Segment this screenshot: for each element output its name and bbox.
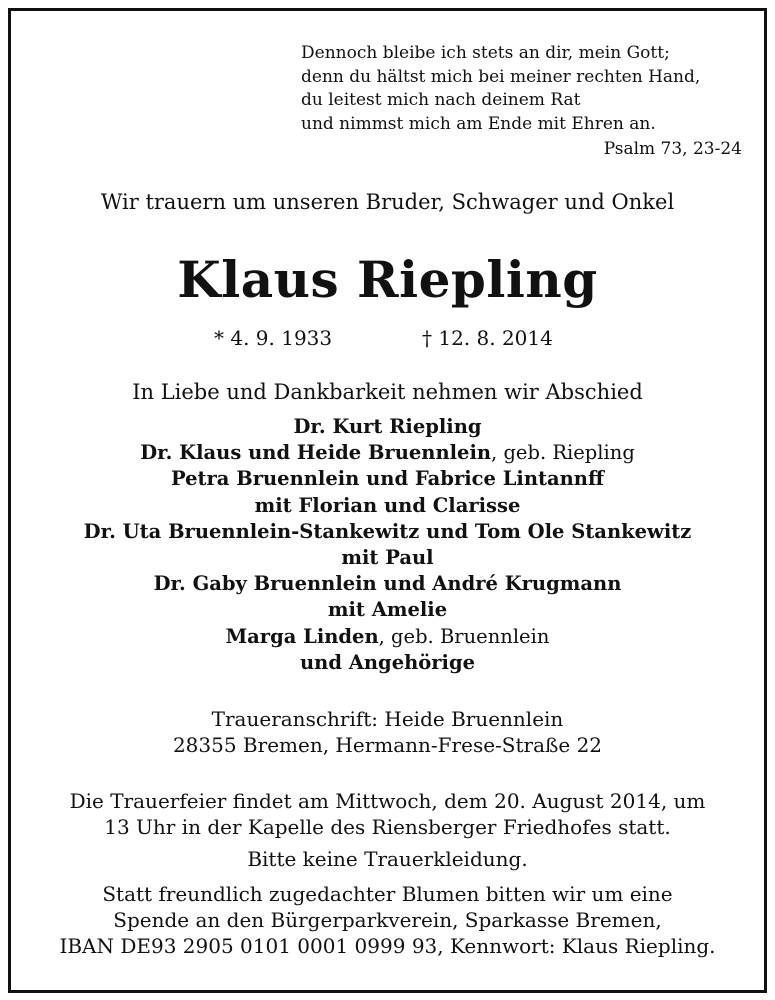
psalm-line: du leitest mich nach deinem Rat bbox=[301, 90, 581, 110]
address-line: Traueranschrift: Heide Bruennlein bbox=[211, 707, 564, 731]
mourners-list bbox=[0, 414, 775, 676]
donation-line: Spende an den Bürgerparkverein, Sparkasse Bremen, bbox=[113, 908, 662, 932]
dress-note: Bitte keine Trauerkleidung. bbox=[247, 847, 528, 871]
intro-text: Wir trauern um unseren Bruder, Schwager und Onkel bbox=[100, 190, 675, 214]
mourner-line: mit Paul bbox=[341, 546, 434, 570]
mourner-line: mit Amelie bbox=[327, 598, 448, 622]
deceased-name: Klaus Riepling bbox=[177, 250, 598, 309]
mourner-line: mit Florian und Clarisse bbox=[254, 493, 521, 517]
donation-line: IBAN DE93 2905 0101 0001 0999 93, Kennwort: Klaus Riepling. bbox=[59, 934, 716, 958]
psalm-line: Dennoch bleibe ich stets an dir, mein Gott; bbox=[301, 43, 670, 63]
psalm-reference: Psalm 73, 23-24 bbox=[603, 139, 742, 159]
farewell-text: In Liebe und Dankbarkeit nehmen wir Abschied bbox=[132, 380, 643, 404]
mourner-line: und Angehörige bbox=[299, 650, 476, 674]
psalm-line: denn du hältst mich bei meiner rechten Hand, bbox=[301, 66, 701, 87]
donation-line: Statt freundlich zugedachter Blumen bitten wir um eine bbox=[102, 882, 673, 906]
mourner-line: Dr. Gaby Bruennlein und André Krugmann bbox=[153, 572, 622, 596]
mourner-line: Marga Linden, geb. Bruennlein bbox=[225, 624, 550, 648]
mourner-line: Petra Bruennlein und Fabrice Lintannff bbox=[170, 467, 604, 491]
ceremony-line: 13 Uhr in der Kapelle des Riensberger Friedhofes statt. bbox=[104, 815, 671, 839]
death-date: † 12. 8. 2014 bbox=[422, 326, 553, 350]
donation-info bbox=[0, 881, 775, 959]
mourner-line: Dr. Kurt Riepling bbox=[293, 415, 482, 438]
ceremony-line: Die Trauerfeier findet am Mittwoch, dem 20. August 2014, um bbox=[69, 789, 706, 813]
address-line: 28355 Bremen, Hermann-Frese-Straße 22 bbox=[172, 733, 603, 757]
psalm-quote bbox=[301, 42, 700, 136]
mourning-address bbox=[0, 706, 775, 758]
mourner-line: Dr. Klaus und Heide Bruennlein, geb. Riepling bbox=[140, 441, 635, 465]
mourner-line: Dr. Uta Bruennlein-Stankewitz und Tom Ole Stankewitz bbox=[83, 519, 692, 543]
ceremony-info bbox=[0, 788, 775, 840]
psalm-line: und nimmst mich am Ende mit Ehren an. bbox=[301, 113, 656, 134]
birth-date: * 4. 9. 1933 bbox=[214, 326, 333, 350]
